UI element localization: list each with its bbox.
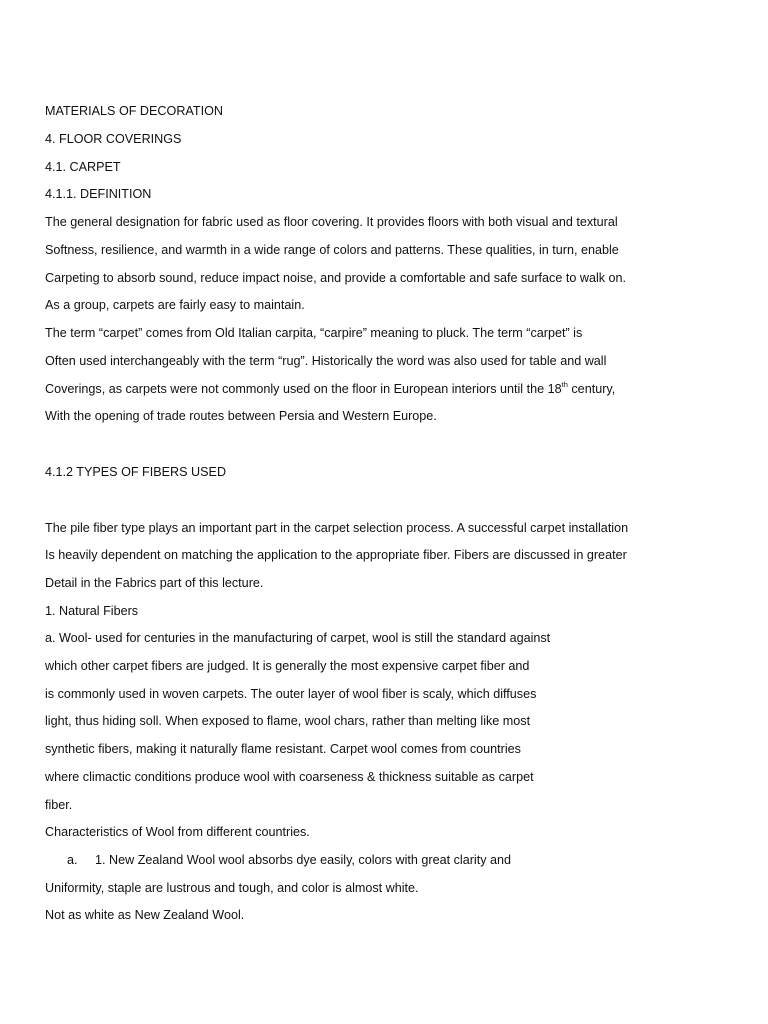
paragraph-line: is commonly used in woven carpets. The outer layer of wool fiber is scaly, which diffuses bbox=[45, 687, 537, 701]
paragraph-line bbox=[45, 381, 615, 397]
section-heading: 4. FLOOR COVERINGS bbox=[45, 132, 182, 146]
superscript: th bbox=[561, 379, 568, 389]
paragraph-line: a. Wool- used for centuries in the manufacturing of carpet, wool is still the standard against bbox=[45, 631, 551, 645]
document-title: MATERIALS OF DECORATION bbox=[45, 104, 223, 118]
paragraph-line: light, thus hiding soll. When exposed to flame, wool chars, rather than melting like most bbox=[45, 714, 531, 728]
natural-fibers-heading: 1. Natural Fibers bbox=[45, 604, 139, 618]
paragraph-line: which other carpet fibers are judged. It is generally the most expensive carpet fiber and bbox=[45, 659, 530, 673]
paragraph-line: synthetic fibers, making it naturally flame resistant. Carpet wool comes from countries bbox=[45, 742, 521, 756]
paragraph-line: Uniformity, staple are lustrous and tough, and color is almost white. bbox=[45, 881, 419, 895]
paragraph-line: The general designation for fabric used as floor covering. It provides floors with both visual and textural bbox=[45, 215, 618, 229]
paragraph-line: The term “carpet” comes from Old Italian carpita, “carpire” meaning to pluck. The term “carpet” is bbox=[45, 326, 583, 340]
paragraph-line: fiber. bbox=[45, 798, 73, 812]
definition-heading: 4.1.1. DEFINITION bbox=[45, 187, 152, 201]
paragraph-text: Coverings, as carpets were not commonly used on the floor in European interiors until the 18 bbox=[45, 382, 562, 396]
paragraph-line: Not as white as New Zealand Wool. bbox=[45, 908, 245, 922]
paragraph-line: Often used interchangeably with the term “rug”. Historically the word was also used for table and wall bbox=[45, 354, 607, 368]
wool-characteristics-heading: Characteristics of Wool from different countries. bbox=[45, 825, 310, 839]
paragraph-line: With the opening of trade routes between Persia and Western Europe. bbox=[45, 409, 437, 423]
paragraph-line: As a group, carpets are fairly easy to maintain. bbox=[45, 298, 305, 312]
paragraph-line: where climactic conditions produce wool with coarseness & thickness suitable as carpet bbox=[45, 770, 534, 784]
list-item: a. 1. New Zealand Wool wool absorbs dye easily, colors with great clarity and bbox=[67, 853, 512, 867]
fibers-heading: 4.1.2 TYPES OF FIBERS USED bbox=[45, 465, 227, 479]
paragraph-line: The pile fiber type plays an important part in the carpet selection process. A successful carpet installation bbox=[45, 521, 629, 535]
paragraph-line: Softness, resilience, and warmth in a wide range of colors and patterns. These qualities, in turn, enable bbox=[45, 243, 619, 257]
paragraph-line: Detail in the Fabrics part of this lecture. bbox=[45, 576, 264, 590]
paragraph-text: century, bbox=[567, 382, 616, 396]
paragraph-line: Carpeting to absorb sound, reduce impact noise, and provide a comfortable and safe surface to walk on. bbox=[45, 271, 627, 285]
subsection-heading: 4.1. CARPET bbox=[45, 160, 121, 174]
paragraph-line: Is heavily dependent on matching the application to the appropriate fiber. Fibers are discussed in greater bbox=[45, 548, 627, 562]
